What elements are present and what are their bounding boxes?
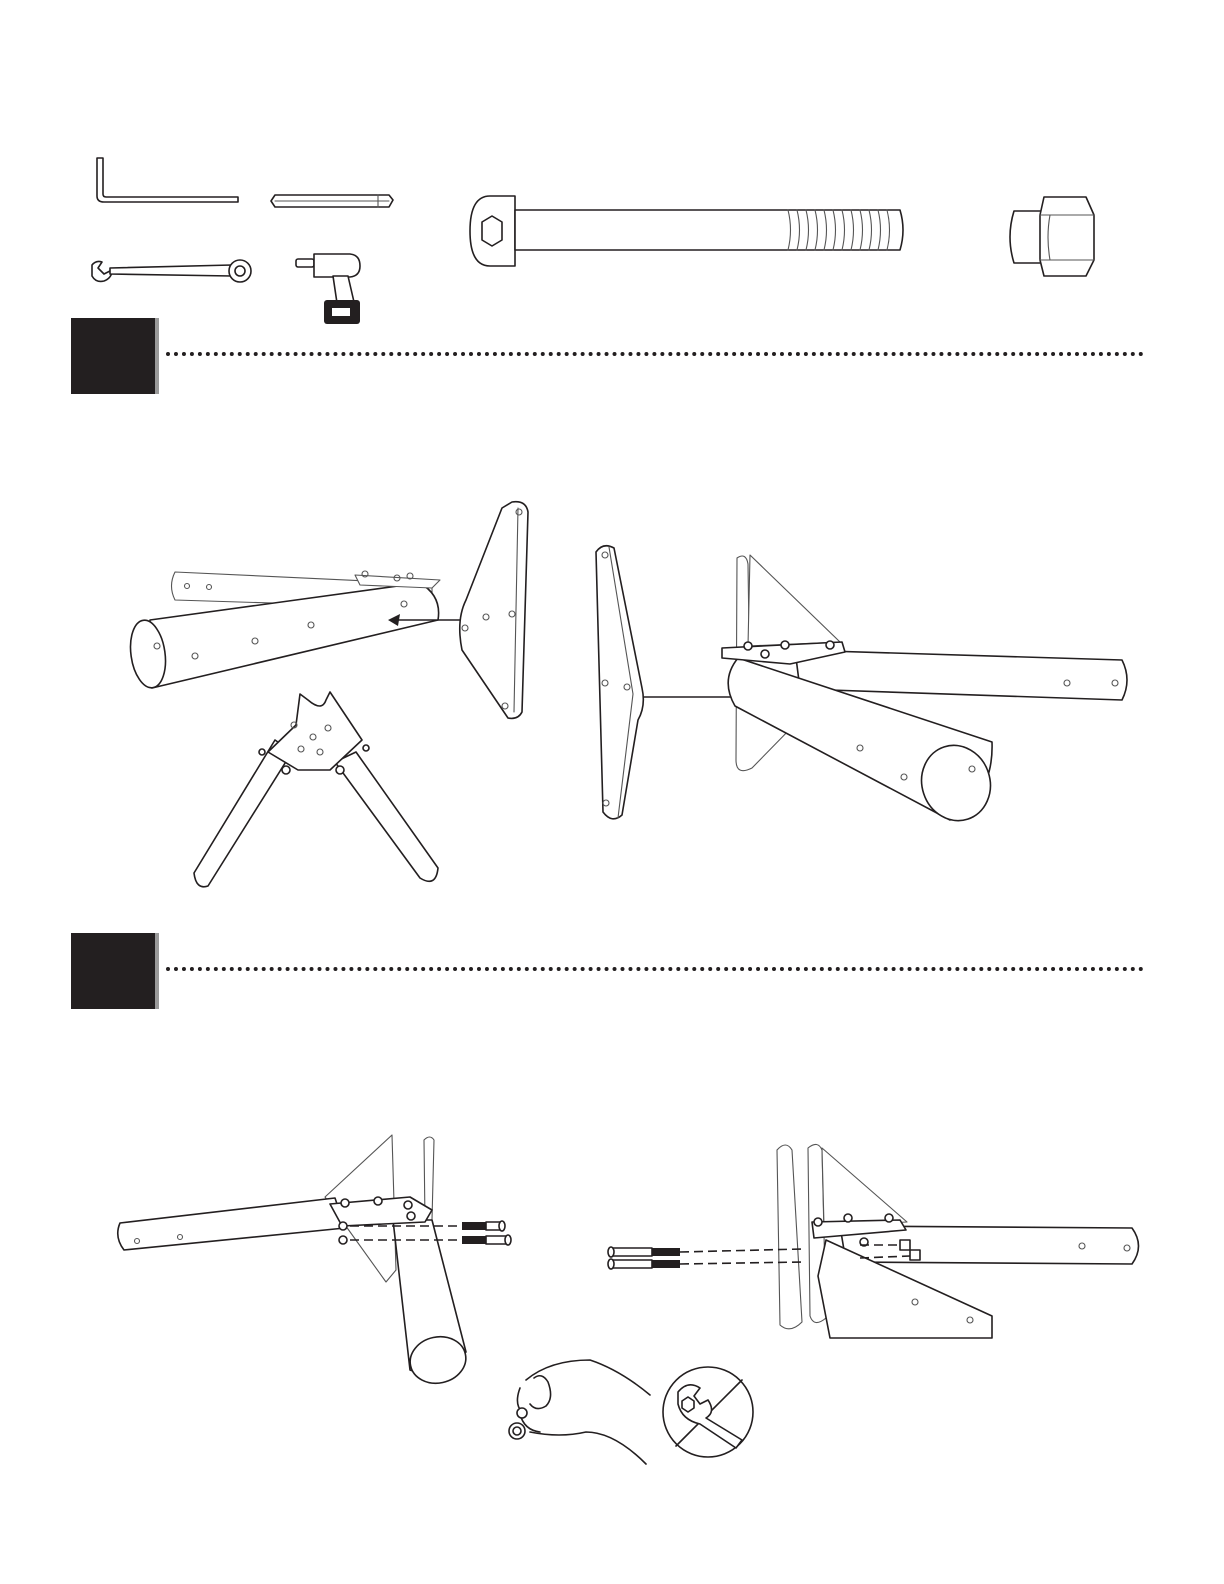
step-2-number-box bbox=[71, 933, 155, 1009]
assembled-a-frame bbox=[194, 692, 438, 887]
bolted-assembly-right bbox=[608, 1144, 1139, 1338]
leg-tube-assembly-right bbox=[722, 555, 1127, 830]
step-1-illustration bbox=[0, 490, 1224, 900]
bolted-assembly-left bbox=[118, 1135, 511, 1388]
tall-plate-center bbox=[596, 546, 643, 819]
step-1-number-box bbox=[71, 318, 155, 394]
lock-nut-icon bbox=[1010, 197, 1094, 276]
hand-holding-nut-icon bbox=[509, 1360, 650, 1464]
cordless-drill-icon bbox=[296, 254, 360, 324]
step-2-divider bbox=[166, 967, 1144, 971]
hex-bit-icon bbox=[271, 195, 393, 207]
step-1-divider bbox=[166, 352, 1144, 356]
tools-and-hardware bbox=[0, 0, 1224, 330]
allen-key-icon bbox=[97, 158, 238, 202]
step-2-illustration bbox=[0, 1130, 1224, 1530]
triangle-plate-left bbox=[460, 502, 528, 719]
combination-wrench-icon bbox=[92, 260, 251, 282]
wrench-detail-icon bbox=[663, 1367, 753, 1457]
leg-tube-assembly-left bbox=[126, 571, 440, 690]
button-head-bolt-icon bbox=[470, 196, 903, 266]
